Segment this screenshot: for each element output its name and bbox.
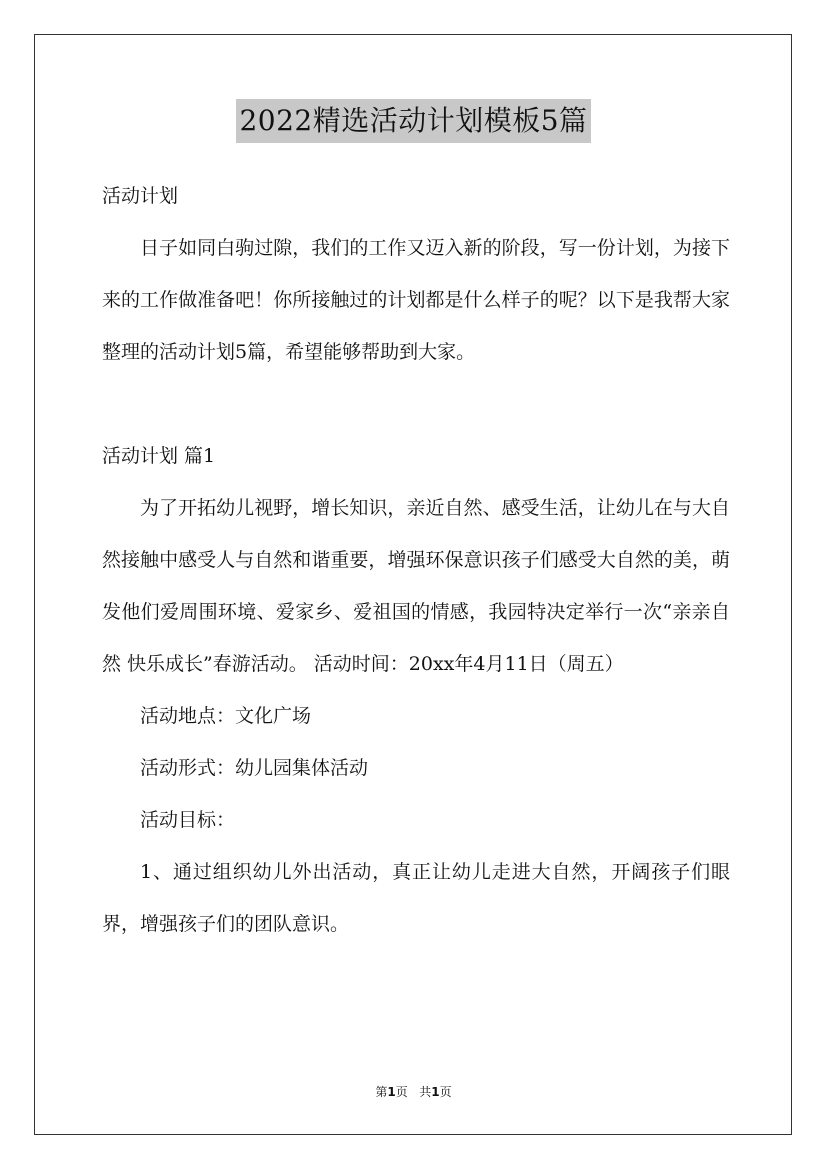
page-footer <box>0 1083 827 1101</box>
part1-heading: 活动计划 篇1 <box>102 445 216 467</box>
page-total: 1 <box>431 1085 440 1099</box>
page-prefix: 第 <box>375 1085 388 1099</box>
location-line: 活动地点：文化广场 <box>140 705 312 727</box>
page-suffix: 页 <box>395 1085 408 1099</box>
page-current: 1 <box>387 1085 396 1099</box>
paragraph-gap <box>102 378 730 430</box>
goal-item-1: 1、通过组织幼儿外出活动，真正让幼儿走进大自然，开阔孩子们眼界，增强孩子们的团队意识。 <box>102 861 730 935</box>
form-line: 活动形式：幼儿园集体活动 <box>140 757 369 779</box>
total-suffix: 页 <box>439 1085 452 1099</box>
section-heading: 活动计划 <box>102 185 179 207</box>
goal-heading: 活动目标： <box>140 809 236 831</box>
total-prefix: 共 <box>419 1085 432 1099</box>
document-body <box>102 170 730 950</box>
part1-paragraph: 为了开拓幼儿视野，增长知识，亲近自然、感受生活，让幼儿在与大自然接触中感受人与自然和谐重要，增强环保意识孩子们感受大自然的美，萌发他们爱周围环境、爱家乡、爱祖国的情感，我园特决定举行一次“亲亲自然 快乐成长”春游活动。 活动时间：20xx年4月11日（周五） <box>102 497 730 675</box>
title-area <box>0 99 827 143</box>
intro-paragraph: 日子如同白驹过隙，我们的工作又迈入新的阶段，写一份计划，为接下来的工作做准备吧！你所接触过的计划都是什么样子的呢？以下是我帮大家整理的活动计划5篇，希望能够帮助到大家。 <box>102 237 730 363</box>
page-title: 2022精选活动计划模板5篇 <box>236 99 590 143</box>
